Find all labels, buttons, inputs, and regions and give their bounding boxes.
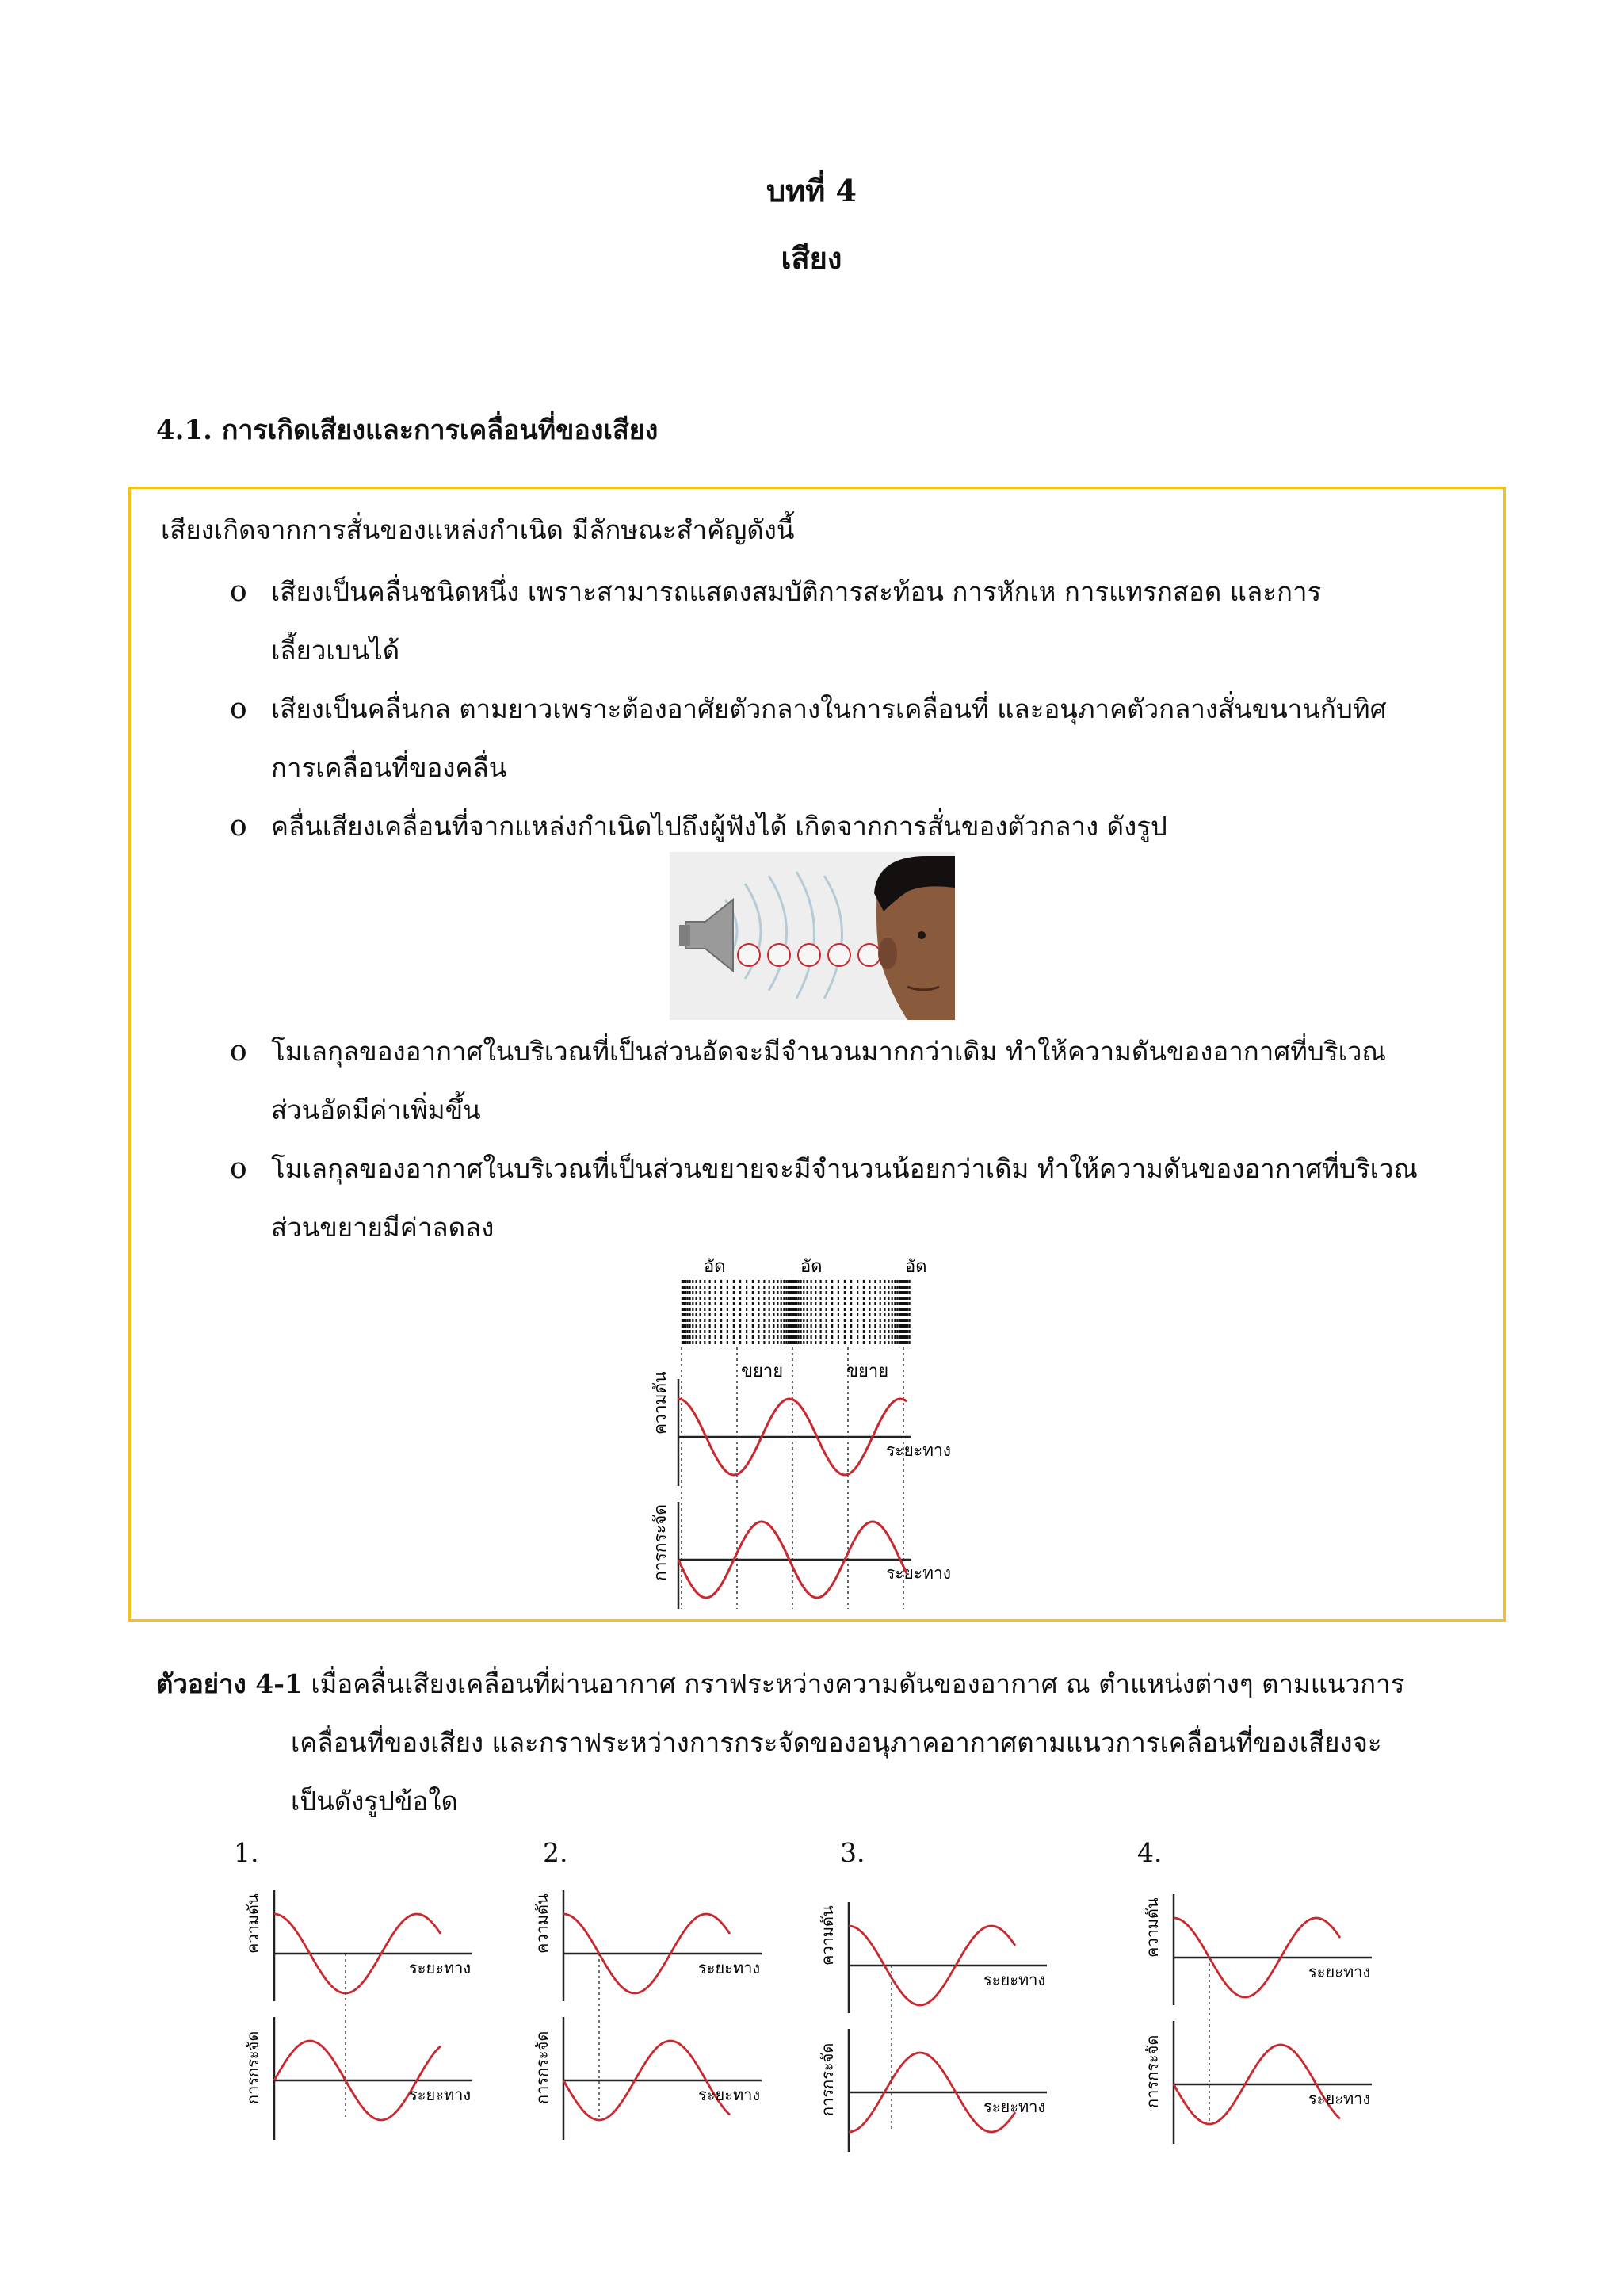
bullet-line: โมเลกุลของอากาศในบริเวณที่เป็นส่วนอัดจะมีจำนวนมากกว่าเดิม ทำให้ความดันของอากาศที่บริเวณ	[271, 1036, 1387, 1067]
option-number: 2.	[543, 1837, 568, 1868]
option-graph-1[interactable]	[238, 1890, 499, 2144]
section-heading: 4.1. การเกิดเสียงและการเคลื่อนที่ของเสียง	[156, 415, 659, 446]
sound-propagation-illustration	[670, 852, 955, 1020]
compression-label: อัด	[800, 1257, 823, 1277]
option-displacement-label: การกระจัด	[533, 2030, 552, 2104]
distance-axis-label: ระยะทาง	[886, 1564, 952, 1583]
bullet-line: คลื่นเสียงเคลื่อนที่จากแหล่งกำเนิดไปถึงผู้ฟังได้ เกิดจากการสั่นของตัวกลาง ดังรูป	[271, 811, 1167, 842]
pressure-axis-label: ความดัน	[651, 1371, 670, 1435]
bullet-marker: o	[230, 1035, 247, 1068]
bullet-line: การเคลื่อนที่ของคลื่น	[271, 752, 507, 783]
option-distance-label: ระยะทาง	[1308, 2089, 1371, 2108]
bullet-line: เลี้ยวเบนได้	[271, 635, 400, 666]
option-pressure-label: ความดัน	[1143, 1897, 1162, 1958]
bullet-marker: o	[230, 575, 247, 608]
compression-label: อัด	[704, 1257, 726, 1277]
example-label: ตัวอย่าง 4-1	[156, 1668, 303, 1699]
subject-title: เสียง	[781, 240, 842, 276]
option-displacement-label: การกระจัด	[1143, 2034, 1162, 2108]
displacement-axis-label: การกระจัด	[651, 1503, 670, 1581]
bullet-line: เสียงเป็นคลื่นชนิดหนึ่ง เพราะสามารถแสดงสมบัติการสะท้อน การหักเห การแทรกสอด และการ	[271, 576, 1322, 607]
option-graph-4[interactable]	[1137, 1894, 1399, 2148]
option-distance-label: ระยะทาง	[409, 1958, 472, 1977]
rarefaction-label: ขยาย	[741, 1362, 784, 1381]
option-number: 1.	[234, 1837, 259, 1868]
option-number: 4.	[1137, 1837, 1163, 1868]
option-displacement-label: การกระจัด	[818, 2042, 837, 2116]
bullet-line: ส่วนอัดมีค่าเพิ่มขึ้น	[271, 1095, 481, 1125]
air-molecule-columns	[682, 1280, 910, 1347]
option-pressure-label: ความดัน	[243, 1893, 262, 1954]
rarefaction-label: ขยาย	[846, 1362, 889, 1381]
option-distance-label: ระยะทาง	[1308, 1962, 1371, 1981]
option-distance-label: ระยะทาง	[698, 2085, 761, 2104]
option-pressure-label: ความดัน	[533, 1893, 552, 1954]
bullet-marker: o	[230, 693, 247, 725]
box-intro: เสียงเกิดจากการสั่นของแหล่งกำเนิด มีลักษณะสำคัญดังนี้	[161, 514, 795, 545]
bullet-marker: o	[230, 810, 247, 842]
example-text: เป็นดังรูปข้อใด	[291, 1786, 458, 1817]
bullet-line: โมเลกุลของอากาศในบริเวณที่เป็นส่วนขยายจะมีจำนวนน้อยกว่าเดิม ทำให้ความดันของอากาศที่บริเวณ	[271, 1153, 1418, 1184]
option-distance-label: ระยะทาง	[698, 1958, 761, 1977]
option-number: 3.	[840, 1837, 865, 1868]
chapter-title: บทที่ 4	[766, 173, 857, 208]
option-distance-label: ระยะทาง	[983, 2097, 1046, 2116]
bullet-line: ส่วนขยายมีค่าลดลง	[271, 1212, 495, 1243]
option-displacement-label: การกระจัด	[243, 2030, 262, 2104]
example-question	[156, 1655, 1503, 1831]
distance-axis-label: ระยะทาง	[886, 1441, 952, 1460]
example-text: เคลื่อนที่ของเสียง และกราฟระหว่างการกระจัดของอนุภาคอากาศตามแนวการเคลื่อนที่ของเสียงจะ	[291, 1727, 1382, 1758]
bullet-line: เสียงเป็นคลื่นกล ตามยาวเพราะต้องอาศัยตัวกลางในการเคลื่อนที่ และอนุภาคตัวกลางสั่นขนานกับทิศ	[271, 693, 1387, 724]
bullet-marker: o	[230, 1152, 247, 1185]
compression-label: อัด	[905, 1257, 927, 1277]
option-graph-3[interactable]	[812, 1902, 1074, 2156]
option-distance-label: ระยะทาง	[409, 2085, 472, 2104]
option-pressure-label: ความดัน	[818, 1905, 837, 1966]
compression-rarefaction-diagram	[634, 1248, 967, 1613]
option-graph-2[interactable]	[527, 1890, 789, 2144]
option-distance-label: ระยะทาง	[983, 1970, 1046, 1989]
example-text: เมื่อคลื่นเสียงเคลื่อนที่ผ่านอากาศ กราฟระหว่างความดันของอากาศ ณ ตำแหน่งต่างๆ ตามแนวการ	[302, 1668, 1405, 1699]
